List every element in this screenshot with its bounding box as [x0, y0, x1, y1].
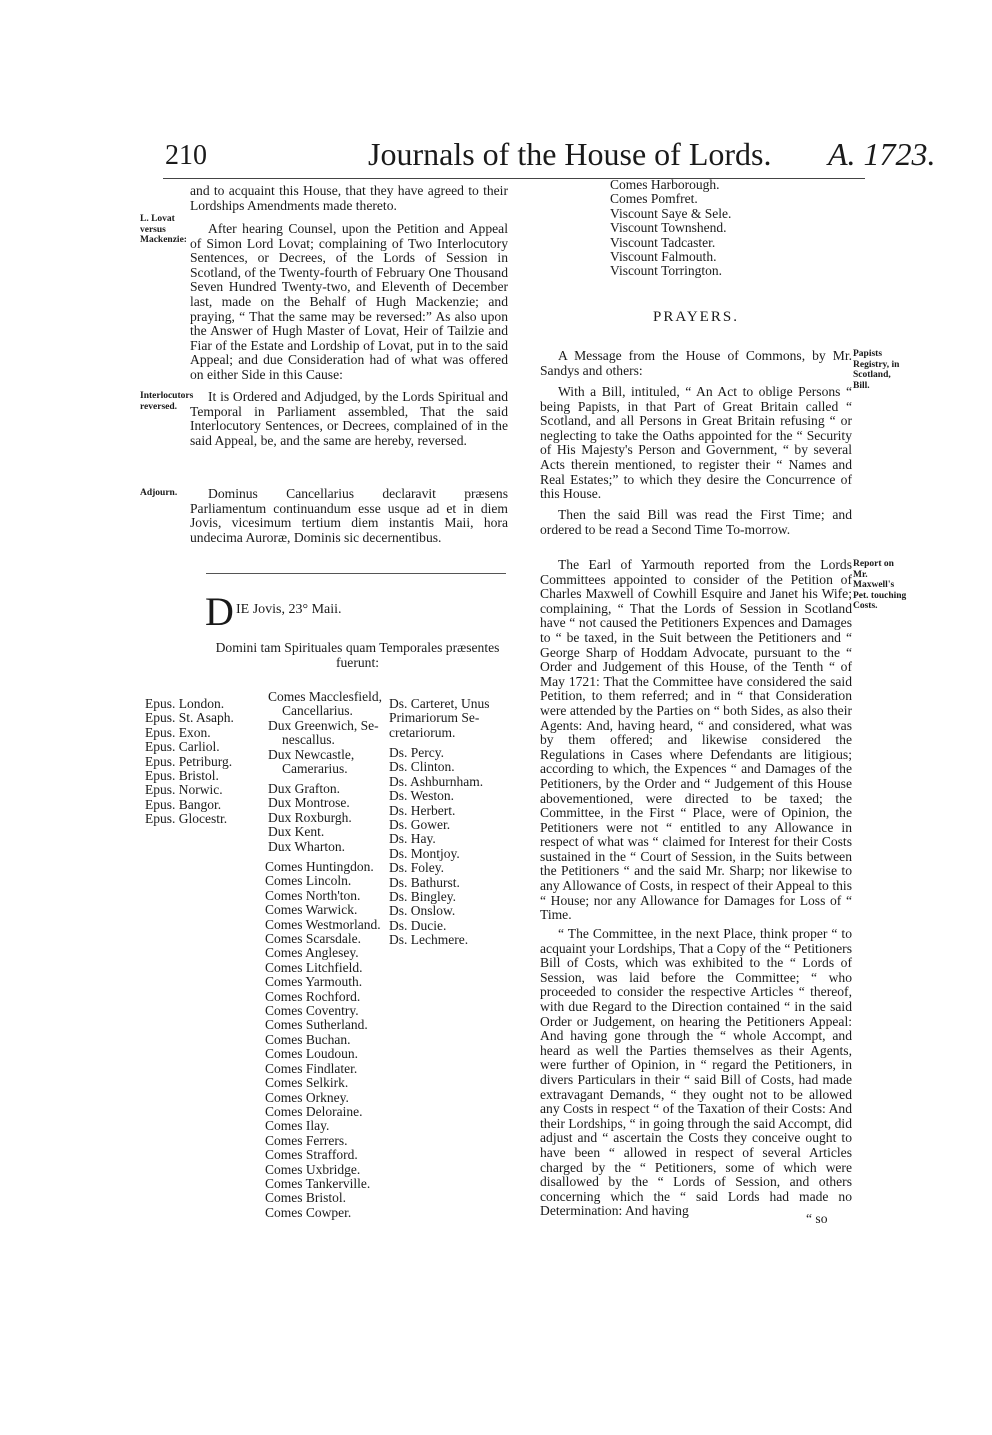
- earl-entry: Comes Strafford.: [265, 1147, 358, 1163]
- earl-entry: Comes Litchfield.: [265, 959, 363, 975]
- earl-entry: Comes Sutherland.: [265, 1017, 368, 1033]
- bishop-entry: Epus. Bristol.: [145, 768, 219, 784]
- bishop-entry: Epus. Norwic.: [145, 782, 223, 798]
- right-name-entry: Viscount Falmouth.: [610, 249, 717, 265]
- carteret-line: Primariorum Se-: [389, 710, 480, 726]
- earl-entry: Comes Anglesey.: [265, 945, 359, 961]
- earl-entry: Comes Deloraine.: [265, 1103, 363, 1119]
- earl-entry: Comes Bristol.: [265, 1190, 347, 1206]
- earl-entry: Comes Buchan.: [265, 1031, 351, 1047]
- earl-entry: Comes Yarmouth.: [265, 974, 363, 990]
- bishop-entry: Epus. Petriburg.: [145, 753, 233, 769]
- baron-entry: Ds. Montjoy.: [389, 845, 460, 861]
- duke-entry: Dux Grafton.: [268, 781, 340, 796]
- right-names-list: [610, 178, 731, 279]
- right-name-entry: Viscount Torrington.: [610, 263, 722, 279]
- bishop-entry: Epus. Carliol.: [145, 739, 220, 755]
- right-name-entry: Viscount Townshend.: [610, 220, 727, 236]
- bishop-entry: Epus. Exon.: [145, 724, 211, 740]
- header-rule: [163, 178, 865, 179]
- officer-name: Dux Greenwich, Se-: [268, 717, 379, 733]
- prayers-heading: PRAYERS.: [653, 309, 739, 325]
- baron-entry: Ds. Bingley.: [389, 889, 456, 905]
- officer-name: Comes Macclesfield,: [268, 689, 382, 704]
- ordered-paragraph: It is Ordered and Adjudged, by the Lords Spiritual and Temporal in Parliament assembled, That the said Interlocutory Sentences, or Decrees, complained of in the said Appeal, be, and the same are hereby, reversed.: [190, 389, 508, 448]
- earl-entry: Comes Lincoln.: [265, 873, 352, 889]
- carteret-line: cretariorum.: [389, 724, 456, 740]
- right-name-entry: Comes Harborough.: [610, 177, 720, 192]
- carteret-line: Ds. Carteret, Unus: [389, 696, 490, 711]
- earl-entry: Comes Orkney.: [265, 1089, 349, 1105]
- earl-entry: Comes Scarsdale.: [265, 931, 361, 947]
- bishop-entry: Epus. Bangor.: [145, 796, 222, 812]
- section-rule: [206, 573, 506, 574]
- carteret-entry: [389, 697, 489, 740]
- bill-paragraph: With a Bill, intituled, “ An Act to oblige Persons “ being Papists, in that Part of Great Britain called “ Scotland, and all Persons in Great Britain refusing “ or neglecting to take the Oaths appointed for the “ Security of His Majesty's Person and Government, “ by several Acts therein mentioned, to register their “ Names and Real Estates;” to which they desire the Concurrence of this House.: [540, 384, 852, 502]
- right-name-entry: Viscount Tadcaster.: [610, 234, 716, 250]
- adjourn-paragraph: Dominus Cancellarius declaravit præsens Parliamentum continuandum esse usque ad et in diem Jovis, vicesimum tertium diem instantis Maii, hora undecima Auroræ, Dominis sic decernentibus.: [190, 486, 508, 545]
- baron-entry: Ds. Ducie.: [389, 917, 447, 933]
- earl-entry: Comes Coventry.: [265, 1003, 359, 1019]
- read-paragraph: Then the said Bill was read the First Time; and ordered to be read a Second Time To-morrow.: [540, 507, 852, 537]
- barons-list: [389, 746, 483, 948]
- baron-entry: Ds. Herbert.: [389, 802, 456, 818]
- officer-name: Dux Newcastle,: [268, 746, 355, 762]
- baron-entry: Ds. Bathurst.: [389, 874, 460, 890]
- committee-paragraph: “ The Committee, in the next Place, think proper “ to acquaint your Lordships, That a Copy of the “ Petitioners Bill of Costs, which was exhibited to the “ Lords of Session, was laid before the Committee; “ who proceeded to consider the respective Articles “ thereof, with due Regard to the Direction contained “ in the said Order or Judgement, on hearing the Petitioners Appeal: And having gone through the “ whole Accompt, and heard as well the Parties themselves as their Agents, were further of Opinion, in “ regard the Petitioners, in divers Particulars in their “ said Bill of Costs, had made extravagant Demands, “ they ought not to be allowed any Costs in respect “ of the Taxation of their Costs: And their Lordships, “ in going through the said Accompt, did adjust and “ ascertain the Costs they conceive ought to have been “ allowed in respect of several Articles charged by the “ Petitioners, some of which were disallowed by the “ Lords of Session, and others concerning which the “ said Lords had made no Determination: And having: [540, 926, 852, 1219]
- margin-note-adjourn: Adjourn.: [140, 488, 178, 498]
- earl-entry: Comes Huntingdon.: [265, 859, 374, 874]
- right-name-entry: Comes Pomfret.: [610, 191, 698, 207]
- earl-entry: Comes North'ton.: [265, 887, 361, 903]
- officers-list: [268, 690, 382, 776]
- bishop-entry: Epus. Glocestr.: [145, 811, 228, 827]
- continuation-text: and to acquaint this House, that they have agreed to their Lordships Amendments made thereto.: [190, 183, 508, 213]
- baron-entry: Ds. Ashburnham.: [389, 773, 484, 789]
- earl-entry: Comes Warwick.: [265, 902, 358, 918]
- earl-entry: Comes Westmorland.: [265, 916, 381, 932]
- drop-cap: D: [205, 589, 234, 634]
- presentes-line: Domini tam Spirituales quam Temporales præsentes fuerunt:: [215, 640, 500, 670]
- baron-entry: Ds. Lechmere.: [389, 932, 469, 948]
- duke-entry: Dux Roxburgh.: [268, 809, 352, 825]
- baron-entry: Ds. Hay.: [389, 831, 436, 847]
- margin-note-report: Report on Mr. Maxwell's Pet. touching Costs.: [853, 559, 907, 611]
- earl-entry: Comes Ferrers.: [265, 1132, 348, 1148]
- message-paragraph: A Message from the House of Commons, by Mr. Sandys and others:: [540, 348, 852, 378]
- page-number: 210: [165, 140, 207, 171]
- margin-note-papists: Papists Registry, in Scotland, Bill.: [853, 349, 900, 391]
- earl-entry: Comes Rochford.: [265, 988, 361, 1004]
- baron-entry: Ds. Foley.: [389, 860, 445, 876]
- earl-entry: Comes Tankerville.: [265, 1175, 371, 1191]
- page-title: Journals of the House of Lords.: [368, 136, 772, 172]
- baron-entry: Ds. Gower.: [389, 817, 451, 833]
- officer-office: nescallus.: [282, 732, 335, 748]
- duke-entry: Dux Wharton.: [268, 838, 345, 854]
- baron-entry: Ds. Clinton.: [389, 759, 455, 775]
- officer-office: Cancellarius.: [282, 703, 353, 719]
- page-year: A. 1723.: [828, 136, 936, 172]
- margin-note-lovat: L. Lovat versus Mackenzie:: [140, 214, 187, 245]
- duke-entry: Dux Montrose.: [268, 795, 350, 811]
- earl-entry: Comes Ilay.: [265, 1118, 330, 1134]
- baron-entry: Ds. Percy.: [389, 745, 444, 760]
- earl-entry: Comes Cowper.: [265, 1204, 352, 1220]
- officer-office: Camerarius.: [282, 761, 348, 777]
- right-name-entry: Viscount Saye & Sele.: [610, 205, 732, 221]
- margin-note-interlocutors: Interlocutors reversed.: [140, 391, 194, 412]
- day-heading: IE Jovis, 23° Maii.: [236, 602, 342, 617]
- report-paragraph: The Earl of Yarmouth reported from the Lords Committees appointed to consider of the Petition of Charles Maxwell of Cowhill Esquire and Janet his Wife; complaining, “ That the Lords of Session in Scotland have “ not caused the Petitioners Expences and Damages to “ be taxed, in the Suit between the Petitioners and “ George Sharp of Hoddam Advocate, pursuant to the “ Order and Judgement of this House, of the Tenth “ of May 1721: That the Committee have considered the said Petition, to them referred; and in “ that Consideration were attended by the Parties on “ both Sides, as also their Agents: And, having heard, “ and considered, what was by them offered; and likewise considered the Regulations in Cases where Defendants are litigious; according to which, the Expences “ and Damages of the Petitioners, by the Order and “ Judgement of this House abovementioned, were directed to be taxed; the Committee, in the First “ Place, were of Opinion, the Petitioners were not “ entitled to any Allowance in respect of what was “ claimed for Interest for their Costs sustained in the “ Court of Session, in the Suits between the Petitioners “ and the said Mr. Sharp; nor likewise to any Allowance of Costs, in respect of their Appeal to this “ House; nor any Allowance for Damages for Loss of “ Time.: [540, 557, 852, 923]
- bishop-entry: Epus. St. Asaph.: [145, 710, 234, 726]
- baron-entry: Ds. Weston.: [389, 788, 455, 804]
- earl-entry: Comes Loudoun.: [265, 1046, 358, 1062]
- earl-entry: Comes Uxbridge.: [265, 1161, 361, 1177]
- catchword: “ so: [806, 1211, 828, 1226]
- lovat-paragraph: After hearing Counsel, upon the Petition and Appeal of Simon Lord Lovat; complaining of Two Interlocutory Sentences, or Decrees, of the Lords of Session in Scotland, of the Twenty-fourth of February One Thousand Seven Hundred Twenty-two, and Eleventh of December last, made on the Behalf of Hugh Mackenzie; and praying, “ That the same may be reversed:” As also upon the Answer of Hugh Master of Lovat, Heir of Tailzie and Fiar of the Estate and Lordship of Lovat, put in to the said Appeal; and due Consideration had of what was offered on either Side in this Cause:: [190, 221, 508, 382]
- earls-list: [265, 860, 381, 1220]
- earl-entry: Comes Findlater.: [265, 1060, 358, 1076]
- bishops-list: [145, 697, 234, 827]
- earl-entry: Comes Selkirk.: [265, 1075, 349, 1091]
- duke-entry: Dux Kent.: [268, 824, 325, 840]
- baron-entry: Ds. Onslow.: [389, 903, 456, 919]
- dukes-list: [268, 782, 352, 854]
- bishop-entry: Epus. London.: [145, 696, 225, 711]
